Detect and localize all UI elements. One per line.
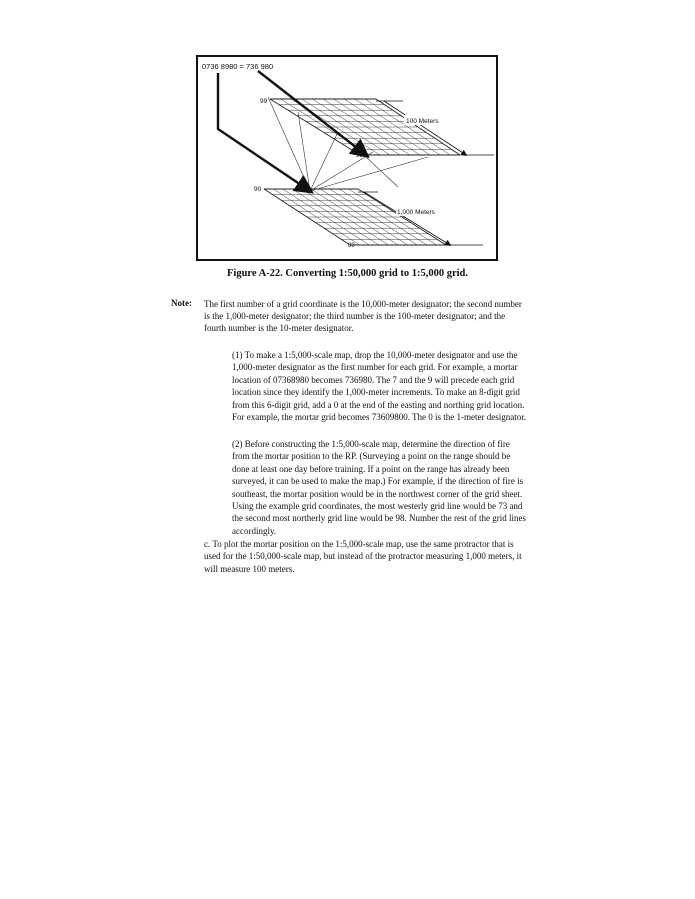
figure-top-label: 0736 8980 = 736 980 bbox=[202, 62, 274, 71]
lower-grid-bottom-number: 89 bbox=[348, 243, 355, 249]
note-label: Note: bbox=[171, 298, 192, 308]
upper-grid-bottom-number: 98 bbox=[356, 153, 363, 159]
lower-grid bbox=[264, 189, 446, 245]
note-text: The first number of a grid coordinate is the 10,000-meter designator; the second number is the 1,000-meter designator; the third number is the 100-meter designator; and the fourth number is the 10-meter designator. bbox=[204, 299, 522, 333]
grid-conversion-figure bbox=[196, 55, 498, 261]
paragraph-1: (1) To make a 1:5,000-scale map, drop the 10,000-meter designator and use the 1,000-meter designator as the first number for each grid. For example, a mortar location of 07368980 becomes 736980. The 7 and the 9 will precede each grid location since they identify the 1,000-meter increments. To make an 8-digit grid from this 6-digit grid, add a 0 at the end of the easting and northing grid location. For example, the mortar grid becomes 73609800. The 0 is the 1-meter designator. bbox=[232, 350, 527, 423]
label-1000-meters: 1,000 Meters bbox=[397, 209, 435, 216]
lower-grid-left-number: 90 bbox=[254, 186, 262, 193]
grid-diagram bbox=[198, 57, 496, 259]
label-100-meters: 100 Meters bbox=[406, 118, 439, 125]
direction-arrow bbox=[258, 71, 366, 155]
upper-grid-left-number: 99 bbox=[260, 98, 268, 105]
paragraph-2: (2) Before constructing the 1:5,000-scale map, determine the direction of fire from the mortar position to the RP. (Surveying a point on the range should be done at least one day before training. If a point on the range has already been surveyed, it can be used to make the map.) For example, if the direction of fire is southeast, the mortar position would be in the northwest corner of the grid sheet. Using the example grid coordinates, the most westerly grid line would be 73 and the second most northerly grid line would be 98. Number the rest of the grid lines accordingly. bbox=[232, 439, 526, 536]
mortar-position-arrow bbox=[218, 73, 310, 191]
lower-dimension bbox=[358, 192, 483, 245]
paragraph-c: c. To plot the mortar position on the 1:5,000-scale map, use the same protractor that is used for the 1:50,000-scale map, but instead of the protractor measuring 1,000 meters, it will measure 100 meters. bbox=[204, 539, 522, 574]
upper-grid bbox=[270, 99, 460, 155]
figure-caption: Figure A-22. Converting 1:50,000 grid to 1:5,000 grid. bbox=[227, 268, 468, 279]
upper-dimension bbox=[376, 101, 494, 155]
